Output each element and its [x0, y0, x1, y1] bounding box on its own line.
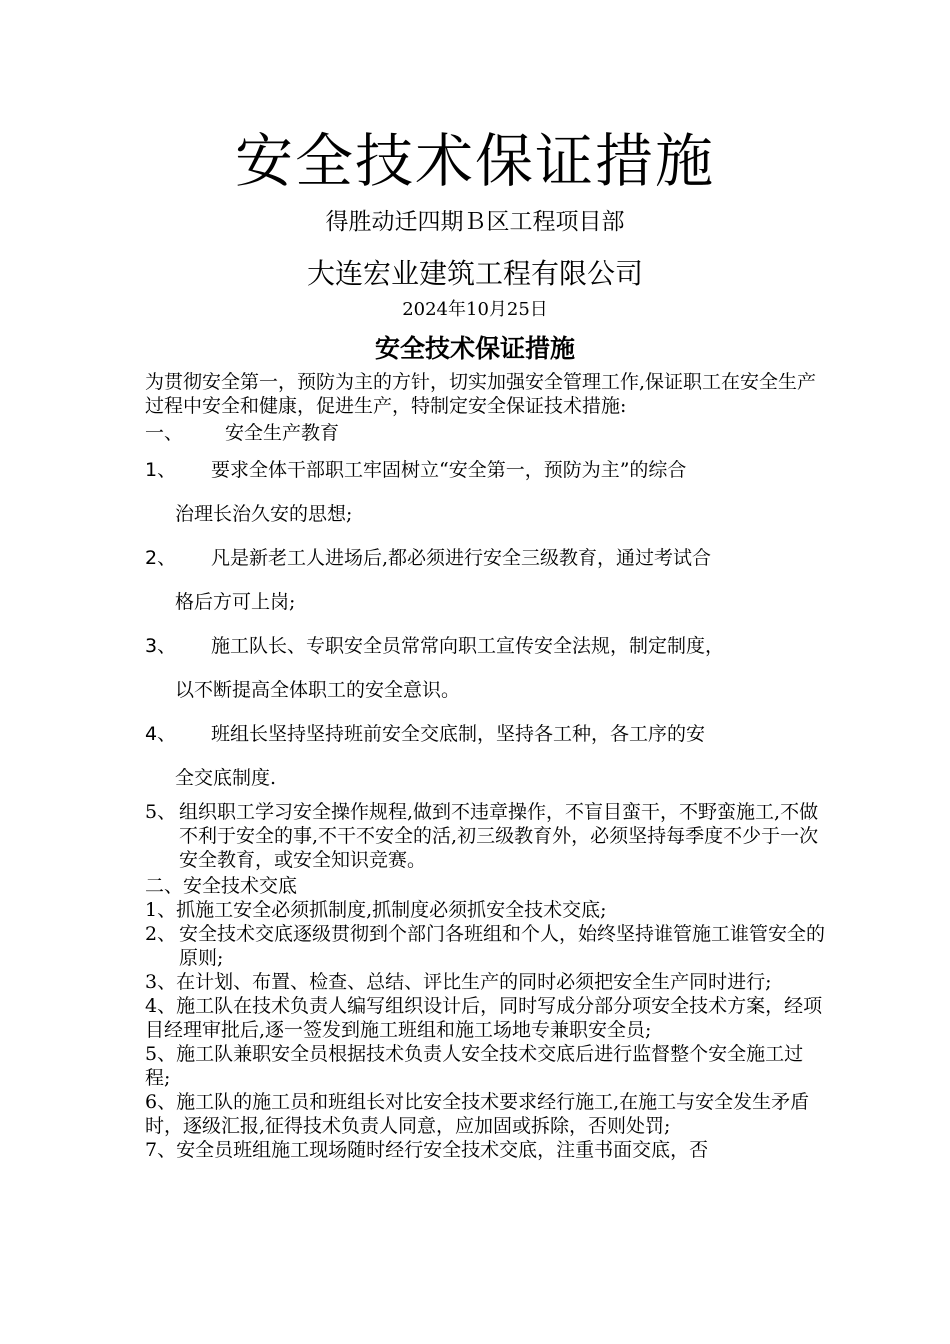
document-date: 2024年10月25日 — [402, 299, 548, 320]
list-item — [145, 448, 825, 536]
list-item — [145, 922, 825, 970]
item-text: 安全技术交底逐级贯彻到个部门各班组和个人，始终坚持谁管施工谁管安全的原则; — [179, 923, 826, 969]
list-item: 1、抓施工安全必须抓制度,抓制度必须抓安全技术交底; — [145, 899, 607, 921]
item-line: 格后方可上岗; — [175, 591, 296, 613]
section-heading-text: 安全生产教育 — [225, 422, 340, 444]
item-text: 组织职工学习安全操作规程,做到不违章操作，不盲目蛮干，不野蛮施工,不做不利于安全的事,不干不安全的活,初三级教育外，必须坚持每季度不少于一次安全教育，或安全知识竞赛。 — [179, 801, 819, 871]
list-item — [145, 712, 825, 800]
section-number: 一、 — [145, 422, 184, 444]
document-body — [145, 370, 825, 1162]
item-number: 3、 — [145, 635, 177, 657]
item-line: 凡是新老工人进场后,都必须进行安全三级教育，通过考试合 — [211, 547, 712, 569]
list-item: 6、施工队的施工员和班组长对比安全技术要求经行施工,在施工与安全发生矛盾时，逐级汇报,征得技术负责人同意，应加固或拆除，否则处罚; — [145, 1091, 810, 1137]
item-number: 1、 — [145, 459, 177, 481]
item-line: 全交底制度. — [175, 767, 277, 789]
list-item: 4、施工队在技术负责人编写组织设计后，同时写成分部分项安全技术方案，经项目经理审批后,逐一签发到施工班组和施工场地专兼职安全员; — [145, 995, 823, 1041]
section-heading-1 — [145, 418, 825, 448]
section-heading-2: 二、安全技术交底 — [145, 875, 298, 897]
item-number: 5、 — [145, 801, 177, 823]
list-item — [145, 536, 825, 624]
item-number: 4、 — [145, 723, 177, 745]
cover-title: 安全技术保证措施 — [234, 127, 715, 195]
project-department: 得胜动迁四期Ｂ区工程项目部 — [325, 209, 625, 235]
item-number: 2、 — [145, 923, 177, 945]
item-line: 以不断提高全体职工的安全意识。 — [175, 679, 461, 701]
item-line: 班组长坚持坚持班前安全交底制，坚持各工种，各工序的安 — [211, 723, 706, 745]
list-item — [145, 800, 825, 872]
company-name: 大连宏业建筑工程有限公司 — [306, 257, 643, 290]
item-number: 2、 — [145, 547, 177, 569]
item-line: 治理长治久安的思想; — [175, 503, 353, 525]
list-item: 3、在计划、布置、检查、总结、评比生产的同时必须把安全生产同时进行; — [145, 971, 772, 993]
document-title: 安全技术保证措施 — [374, 334, 575, 363]
list-item: 5、施工队兼职安全员根据技术负责人安全技术交底后进行监督整个安全施工过程; — [145, 1043, 804, 1089]
item-line: 要求全体干部职工牢固树立“安全第一，预防为主”的综合 — [211, 459, 687, 481]
list-item: 7、安全员班组施工现场随时经行安全技术交底，注重书面交底，否 — [145, 1139, 709, 1161]
list-item — [145, 624, 825, 712]
item-line: 施工队长、专职安全员常常向职工宣传安全法规，制定制度， — [211, 635, 725, 657]
intro-paragraph: 为贯彻安全第一，预防为主的方针，切实加强安全管理工作,保证职工在安全生产过程中安全和健康，促进生产，特制定安全保证技术措施: — [145, 371, 817, 417]
